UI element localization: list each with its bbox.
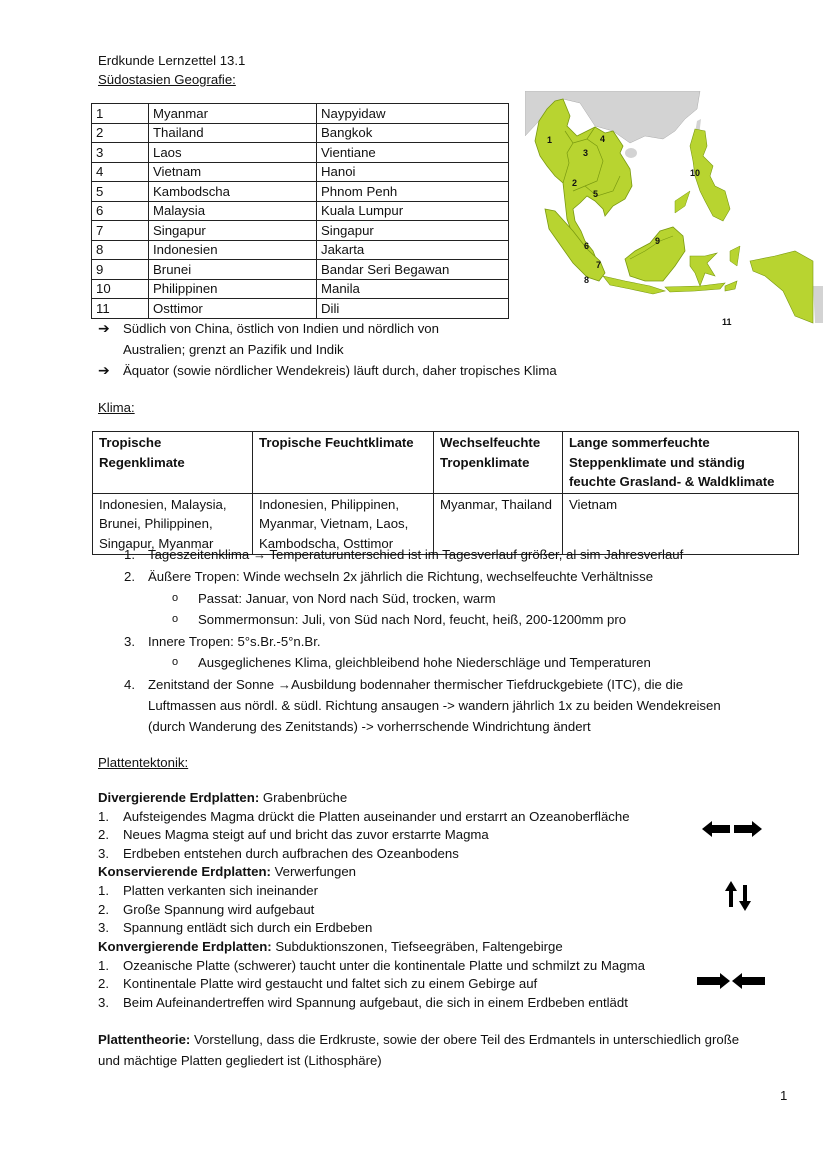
list-text: Ozeanische Platte (schwerer) taucht unter die kontinentale Platte und schmilzt zu Magma [123, 958, 645, 973]
table-cell: Indonesien, Philippinen, Myanmar, Vietnam, Laos, Kambodscha, Osttimor [253, 493, 434, 555]
row-number: 8 [92, 240, 149, 260]
bullet-icon: o [172, 656, 179, 668]
countries-table [91, 103, 509, 319]
column-header: Wechselfeuchte Tropenklimate [434, 432, 563, 494]
table-row [92, 104, 509, 124]
capital-name: Dili [317, 299, 509, 319]
section-konvergierende [98, 937, 563, 956]
definition-title: Plattentheorie: [98, 1032, 191, 1047]
document-title: Erdkunde Lernzettel 13.1 [98, 53, 246, 68]
list-text: Äußere Tropen: Winde wechseln 2x jährlich die Richtung, wechselfeuchte Verhältnisse [148, 569, 654, 584]
country-name: Malaysia [149, 201, 317, 221]
column-header: Lange sommerfeuchte Steppenklimate und ständig feuchte Grasland- & Waldklimate [563, 432, 799, 494]
note-text: Äquator (sowie nördlicher Wendekreis) läuft durch, daher tropisches Klima [123, 363, 557, 378]
table-cell: Vietnam [563, 493, 799, 555]
map-label-3: 3 [583, 148, 589, 158]
list-text: Kontinentale Platte wird gestaucht und faltet sich zu einem Gebirge auf [123, 976, 538, 991]
map-label-5: 5 [593, 189, 599, 199]
transform-arrows-icon [725, 881, 753, 911]
subsection-title: Konvergierende Erdplatten: [98, 939, 272, 954]
section-divergierende [98, 788, 347, 807]
row-number: 3 [92, 143, 149, 163]
page-number: 1 [780, 1088, 788, 1103]
list-text: Große Spannung wird aufgebaut [123, 902, 315, 917]
list-number: 1. [98, 883, 109, 898]
table-row [92, 260, 509, 280]
list-number: 2. [98, 976, 109, 991]
map-label-4: 4 [600, 134, 606, 144]
climate-table [92, 431, 799, 555]
plattentheorie-definition [98, 1030, 739, 1049]
row-number: 2 [92, 123, 149, 143]
definition-text: Vorstellung, dass die Erdkruste, sowie der obere Teil des Erdmantels in unterschiedlich große [190, 1032, 740, 1047]
list-text: Neues Magma steigt auf und bricht das zuvor erstarrte Magma [123, 827, 489, 842]
capital-name: Manila [317, 279, 509, 299]
map-label-1: 1 [547, 135, 553, 145]
note-text: Südlich von China, östlich von Indien und nördlich von [123, 321, 439, 336]
row-number: 11 [92, 299, 149, 319]
list-number: 4. [124, 677, 135, 692]
map-label-6: 6 [584, 241, 590, 251]
right-arrow-icon: ➔ [98, 362, 110, 378]
capital-name: Naypyidaw [317, 104, 509, 124]
country-name: Vietnam [149, 162, 317, 182]
list-text: Ausgeglichenes Klima, gleichbleibend hohe Niederschläge und Temperaturen [198, 655, 651, 670]
country-name: Brunei [149, 260, 317, 280]
bullet-icon: o [172, 613, 179, 625]
list-text: Erdbeben entstehen durch aufbrachen des Ozeanbodens [123, 846, 459, 861]
capital-name: Bangkok [317, 123, 509, 143]
country-name: Singapur [149, 221, 317, 241]
list-number: 2. [98, 902, 109, 917]
note-text: Australien; grenzt an Pazifik und Indik [123, 342, 344, 357]
list-number: 3. [98, 846, 109, 861]
table-cell: Myanmar, Thailand [434, 493, 563, 555]
capital-name: Bandar Seri Begawan [317, 260, 509, 280]
row-number: 4 [92, 162, 149, 182]
table-row [92, 201, 509, 221]
list-number: 3. [98, 920, 109, 935]
country-name: Thailand [149, 123, 317, 143]
right-arrow-icon: ➔ [98, 320, 110, 336]
column-header: Tropische Regenklimate [93, 432, 253, 494]
table-header-row [93, 432, 799, 494]
list-text: Sommermonsun: Juli, von Süd nach Nord, feucht, heiß, 200-1200mm pro [198, 612, 627, 627]
list-number: 1. [124, 547, 135, 562]
list-text: Tageszeitenklima → Temperaturunterschied ist im Tagesverlauf größer, al sim Jahresverlauf [148, 547, 684, 562]
list-number: 3. [98, 995, 109, 1010]
definition-text: und mächtige Platten gegliedert ist (Lithosphäre) [98, 1053, 382, 1068]
table-row [92, 162, 509, 182]
row-number: 6 [92, 201, 149, 221]
list-text: Spannung entlädt sich durch ein Erdbeben [123, 920, 373, 935]
section-heading-geografie: Südostasien Geografie: [98, 72, 236, 87]
list-text: Passat: Januar, von Nord nach Süd, trocken, warm [198, 591, 496, 606]
row-number: 1 [92, 104, 149, 124]
country-name: Osttimor [149, 299, 317, 319]
list-number: 3. [124, 634, 135, 649]
list-text: Luftmassen aus nördl. & südl. Richtung ansaugen -> wandern jährlich 1x zu beiden Wendekreisen [148, 698, 721, 713]
subsection-title: Divergierende Erdplatten: [98, 790, 260, 805]
capital-name: Kuala Lumpur [317, 201, 509, 221]
map-label-9: 9 [655, 236, 661, 246]
table-row [92, 240, 509, 260]
table-cell: Indonesien, Malaysia, Brunei, Philippinen, Singapur, Myanmar [93, 493, 253, 555]
subsection-subtitle: Verwerfungen [270, 864, 356, 879]
subsection-subtitle: Grabenbrüche [259, 790, 348, 805]
row-number: 10 [92, 279, 149, 299]
section-konservierende [98, 862, 356, 881]
southeast-asia-map [525, 91, 823, 343]
country-name: Philippinen [149, 279, 317, 299]
table-row [92, 279, 509, 299]
section-heading-plattentektonik: Plattentektonik: [98, 755, 189, 770]
list-text: Aufsteigendes Magma drückt die Platten auseinander und erstarrt an Ozeanoberfläche [123, 809, 630, 824]
list-number: 1. [98, 809, 109, 824]
map-label-10: 10 [690, 168, 701, 178]
capital-name: Hanoi [317, 162, 509, 182]
country-name: Laos [149, 143, 317, 163]
row-number: 5 [92, 182, 149, 202]
country-name: Myanmar [149, 104, 317, 124]
list-text: Innere Tropen: 5°s.Br.-5°n.Br. [148, 634, 321, 649]
country-name: Kambodscha [149, 182, 317, 202]
capital-name: Vientiane [317, 143, 509, 163]
section-heading-klima: Klima: [98, 400, 135, 415]
table-row [92, 143, 509, 163]
subsection-subtitle: Subduktionszonen, Tiefseegräben, Faltengebirge [271, 939, 563, 954]
row-number: 9 [92, 260, 149, 280]
row-number: 7 [92, 221, 149, 241]
map-label-11: 11 [722, 317, 732, 327]
list-number: 1. [98, 958, 109, 973]
map-label-2: 2 [572, 178, 578, 188]
bullet-icon: o [172, 592, 179, 604]
table-row [92, 299, 509, 319]
subsection-title: Konservierende Erdplatten: [98, 864, 271, 879]
list-text: Platten verkanten sich ineinander [123, 883, 319, 898]
list-number: 2. [98, 827, 109, 842]
capital-name: Singapur [317, 221, 509, 241]
table-row [92, 221, 509, 241]
country-name: Indonesien [149, 240, 317, 260]
map-label-7: 7 [596, 260, 602, 270]
list-text: Zenitstand der Sonne →Ausbildung bodennaher thermischer Tiefdruckgebiete (ITC), die die [148, 677, 684, 692]
converging-arrows-icon [697, 972, 765, 990]
column-header: Tropische Feuchtklimate [253, 432, 434, 494]
list-text: Beim Aufeinandertreffen wird Spannung aufgebaut, die sich in einem Erdbeben entlädt [123, 995, 628, 1010]
diverging-arrows-icon [702, 820, 762, 838]
table-row [92, 123, 509, 143]
capital-name: Jakarta [317, 240, 509, 260]
map-label-8: 8 [584, 275, 590, 285]
list-number: 2. [124, 569, 135, 584]
table-row [92, 182, 509, 202]
list-text: (durch Wanderung des Zenitstands) -> vorherrschende Windrichtung ändert [148, 719, 591, 734]
capital-name: Phnom Penh [317, 182, 509, 202]
